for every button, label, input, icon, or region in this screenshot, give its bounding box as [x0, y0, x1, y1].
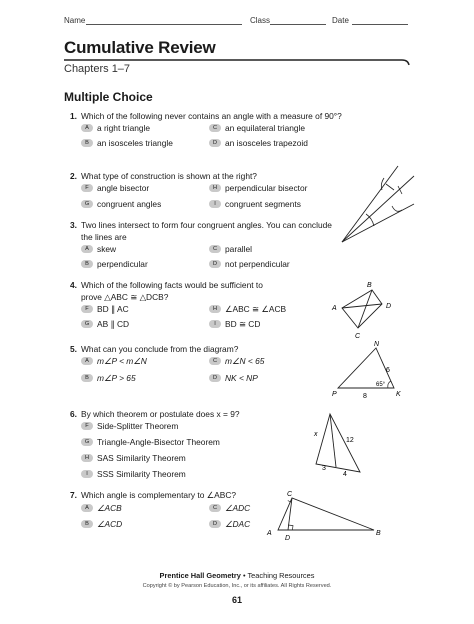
- option-b[interactable]: [81, 258, 148, 270]
- question-3: [70, 219, 360, 243]
- bubble-letter: F: [81, 305, 93, 313]
- date-line: [352, 24, 408, 25]
- label-3: 3: [322, 465, 326, 472]
- bubble-letter: D: [209, 139, 221, 147]
- option-text: parallel: [225, 244, 253, 254]
- option-d[interactable]: [209, 372, 258, 384]
- option-text: ∠DAC: [225, 519, 251, 529]
- option-text: BD ≅ CD: [225, 319, 261, 329]
- option-text: SAS Similarity Theorem: [97, 453, 186, 463]
- option-i[interactable]: [81, 468, 186, 480]
- angle-bisector-triangle-diagram: [306, 410, 366, 476]
- bubble-letter: A: [81, 245, 93, 253]
- question-text: Which angle is complementary to ∠ABC?: [81, 490, 237, 500]
- quadrilateral-diagram: [328, 276, 400, 340]
- option-g[interactable]: [81, 198, 161, 210]
- bubble-letter: H: [209, 184, 221, 192]
- bubble-letter: B: [81, 260, 93, 268]
- label-k: K: [396, 391, 401, 398]
- label-d: D: [386, 303, 392, 310]
- option-d[interactable]: [209, 258, 290, 270]
- option-h[interactable]: [209, 303, 286, 315]
- bubble-letter: A: [81, 357, 93, 365]
- page-subtitle: Chapters 1–7: [64, 63, 131, 75]
- option-g[interactable]: [81, 436, 220, 448]
- option-c[interactable]: [209, 502, 250, 514]
- question-number: 7.: [70, 490, 77, 500]
- bubble-letter: H: [209, 305, 221, 313]
- page-title: Cumulative Review: [64, 38, 216, 57]
- option-text: skew: [97, 244, 117, 254]
- option-text: ∠ADC: [225, 503, 251, 513]
- bubble-letter: G: [81, 438, 93, 446]
- label-d: D: [285, 535, 291, 542]
- option-h[interactable]: [209, 182, 307, 194]
- option-f[interactable]: [81, 182, 149, 194]
- question-text-line2: prove △ABC ≅ △DCB?: [81, 292, 169, 302]
- option-i[interactable]: [209, 318, 260, 330]
- quad-outline: [342, 290, 382, 328]
- question-text: What type of construction is shown at the right?: [81, 171, 257, 181]
- label-c: C: [355, 333, 361, 340]
- label-a: A: [332, 305, 337, 312]
- option-f[interactable]: [81, 303, 129, 315]
- arc-lower: [392, 206, 402, 211]
- option-text: a right triangle: [97, 123, 151, 133]
- bubble-letter: F: [81, 184, 93, 192]
- bubble-letter: I: [209, 320, 221, 328]
- question-4: [70, 279, 320, 303]
- question-6: [70, 408, 320, 420]
- bubble-letter: F: [81, 422, 93, 430]
- option-text: congruent segments: [225, 199, 301, 209]
- option-text: m∠P > 65: [97, 373, 136, 383]
- option-a[interactable]: [81, 122, 150, 134]
- option-text: m∠P < m∠N: [97, 356, 147, 366]
- question-number: 5.: [70, 344, 77, 354]
- section-heading: Multiple Choice: [64, 90, 153, 104]
- bubble-letter: G: [81, 320, 93, 328]
- class-label: Class: [250, 16, 271, 25]
- label-n: N: [374, 341, 380, 348]
- question-text: What can you conclude from the diagram?: [81, 344, 239, 354]
- question-number: 2.: [70, 171, 77, 181]
- class-line: [270, 24, 326, 25]
- option-b[interactable]: [81, 137, 173, 149]
- bubble-letter: D: [209, 260, 221, 268]
- option-i[interactable]: [209, 198, 301, 210]
- bubble-letter: D: [209, 374, 221, 382]
- bubble-letter: A: [81, 124, 93, 132]
- question-number: 3.: [70, 220, 77, 230]
- bubble-letter: B: [81, 139, 93, 147]
- question-number: 6.: [70, 409, 77, 419]
- option-a[interactable]: [81, 502, 122, 514]
- label-p: P: [332, 391, 337, 398]
- option-text: BD ∥ AC: [97, 304, 129, 314]
- side-pk-label: 8: [363, 393, 367, 400]
- option-text: AB ∥ CD: [97, 319, 130, 329]
- question-text-line2: the lines are: [81, 232, 127, 242]
- option-c[interactable]: [209, 122, 305, 134]
- bisector-segment: [330, 414, 336, 467]
- option-text: Side-Splitter Theorem: [97, 421, 179, 431]
- bubble-letter: C: [209, 245, 221, 253]
- angle-k-label: 65°: [376, 382, 386, 388]
- bubble-letter: I: [81, 470, 93, 478]
- label-b: B: [376, 530, 381, 537]
- option-b[interactable]: [81, 372, 136, 384]
- question-1: [70, 110, 370, 122]
- option-text: ∠ACB: [97, 503, 122, 513]
- option-d[interactable]: [209, 518, 250, 530]
- option-h[interactable]: [81, 452, 186, 464]
- label-b: B: [367, 282, 372, 289]
- name-label: Name: [64, 16, 86, 25]
- question-text: Which of the following never contains an angle with a measure of 90°?: [81, 111, 342, 121]
- side-nk-label: 6: [386, 367, 390, 374]
- question-number: 4.: [70, 280, 77, 290]
- option-text: not perpendicular: [225, 259, 290, 269]
- option-text: ∠ABC ≅ ∠ACB: [225, 304, 287, 314]
- question-text: Which of the following facts would be sufficient to: [81, 280, 263, 290]
- option-g[interactable]: [81, 318, 129, 330]
- option-text: an isosceles trapezoid: [225, 138, 308, 148]
- bubble-letter: D: [209, 520, 221, 528]
- bubble-letter: B: [81, 374, 93, 382]
- option-text: NK < NP: [225, 373, 258, 383]
- triangle-npk-diagram: [328, 340, 408, 402]
- option-a[interactable]: [81, 243, 116, 255]
- page-number: 61: [231, 595, 242, 605]
- bubble-letter: H: [81, 454, 93, 462]
- label-c: C: [287, 491, 293, 498]
- question-2: [70, 170, 350, 182]
- label-4: 4: [343, 471, 347, 476]
- bubble-letter: A: [81, 504, 93, 512]
- option-b[interactable]: [81, 518, 122, 530]
- bubble-letter: B: [81, 520, 93, 528]
- arc-upper: [381, 178, 384, 190]
- option-text: m∠N < 65: [225, 356, 265, 366]
- footer-book-line: [0, 571, 474, 580]
- name-line: [86, 24, 242, 25]
- question-text: By which theorem or postulate does x = 9?: [81, 409, 240, 419]
- label-a: A: [267, 530, 272, 537]
- right-triangle-altitude-diagram: [264, 488, 388, 544]
- option-text: congruent angles: [97, 199, 162, 209]
- question-text: Two lines intersect to form four congruent angles. You can conclude: [81, 220, 332, 230]
- option-a[interactable]: [81, 355, 147, 367]
- option-text: SSS Similarity Theorem: [97, 469, 186, 479]
- option-d[interactable]: [209, 137, 308, 149]
- bubble-letter: C: [209, 124, 221, 132]
- date-label: Date: [332, 16, 349, 25]
- label-12: 12: [346, 437, 354, 444]
- question-number: 1.: [70, 111, 77, 121]
- footer-copyright: Copyright © by Pearson Education, Inc., or its affiliates. All Rights Reserved.: [142, 583, 332, 589]
- arc-mark-1: [386, 184, 394, 190]
- label-x: x: [314, 431, 318, 438]
- question-5: [70, 343, 320, 355]
- option-c[interactable]: [209, 355, 264, 367]
- bubble-letter: C: [209, 504, 221, 512]
- option-text: angle bisector: [97, 183, 150, 193]
- option-f[interactable]: [81, 420, 178, 432]
- footer-resources: Teaching Resources: [247, 571, 315, 580]
- angle-k-arc: [388, 381, 391, 388]
- diagonal-bc: [358, 290, 372, 328]
- footer-separator: •: [242, 571, 246, 580]
- option-c[interactable]: [209, 243, 252, 255]
- option-text: ∠ACD: [97, 519, 123, 529]
- bubble-letter: I: [209, 200, 221, 208]
- option-text: Triangle-Angle-Bisector Theorem: [97, 437, 220, 447]
- option-text: perpendicular bisector: [225, 183, 308, 193]
- option-text: perpendicular: [97, 259, 148, 269]
- option-text: an equilateral triangle: [225, 123, 306, 133]
- bubble-letter: G: [81, 200, 93, 208]
- bubble-letter: C: [209, 357, 221, 365]
- book-title: Prentice Hall Geometry: [159, 571, 241, 580]
- option-text: an isosceles triangle: [97, 138, 173, 148]
